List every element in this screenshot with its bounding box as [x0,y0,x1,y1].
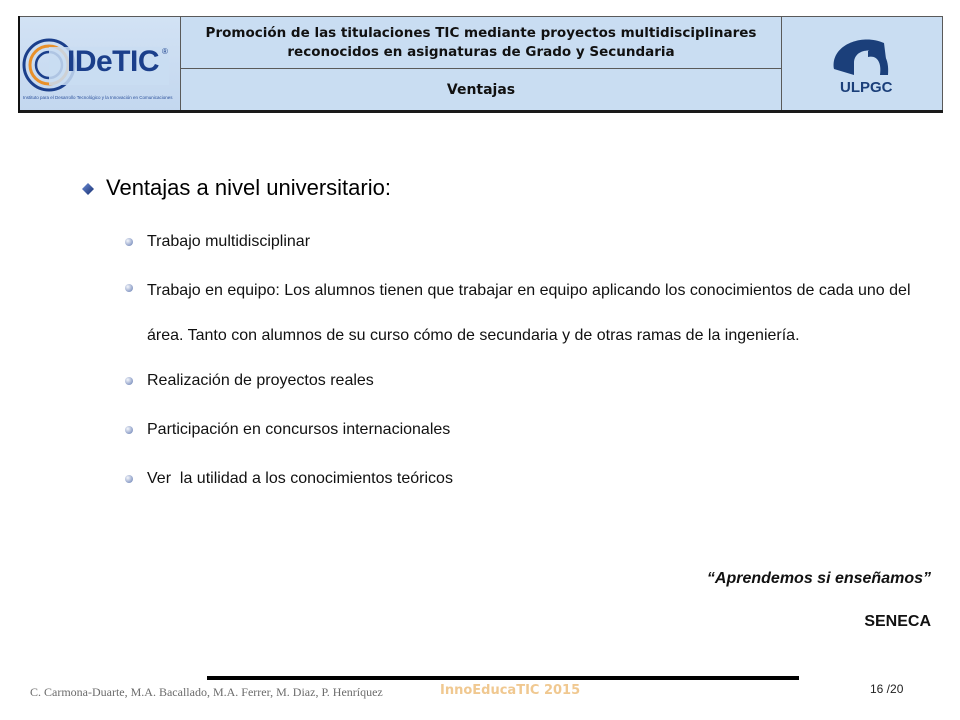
main-heading: Ventajas a nivel universitario: [106,175,391,200]
list-item-text: Participación en concursos internacionales [147,421,451,438]
idetic-logo-caption: Instituto para el Desarrollo Tecnológico y la Innovación en Comunicaciones [23,95,173,100]
list-item-text: Ver la utilidad a los conocimientos teóricos [147,470,453,487]
advantages-list [124,232,944,493]
diamond-bullet-icon [82,183,94,195]
list-item [124,269,944,358]
section-title: Ventajas [446,82,516,98]
idetic-logo-name: IDeTIC [67,45,160,78]
slide-header [18,16,943,112]
list-item [124,420,944,440]
list-item [124,469,944,489]
header-bottom-border [18,110,943,113]
sphere-bullet-icon [124,474,134,484]
idetic-logo [19,17,181,111]
sphere-bullet-icon [124,237,134,247]
footer-divider [207,676,799,680]
ulpgc-emblem-icon [782,17,942,111]
footer-authors: C. Carmona-Duarte, M.A. Bacallado, M.A. Ferrer, M. Diaz, P. Henríquez [30,685,383,699]
sphere-bullet-icon [124,283,134,293]
list-item-text: Trabajo multidisciplinar [147,233,311,250]
ulpgc-logo [781,17,942,111]
quote-text: “Aprendemos si enseñamos” [706,570,931,587]
presentation-title-text: Promoción de las titulaciones TIC mediante proyectos multidisciplinares reconocidos en asignaturas de Grado y Secundaria [205,24,757,60]
presentation-title [181,17,781,69]
list-item-text: Trabajo en equipo: Los alumnos tienen que trabajar en equipo aplicando los conocimientos de cada uno del área. Tanto con alumnos de su curso cómo de secundaria y de otras ramas de la ingeniería. [147,282,911,344]
header-left-border [18,16,20,113]
ulpgc-logo-name: ULPGC [840,79,893,96]
quote-author: SENECA [864,613,931,630]
list-item-text: Realización de proyectos reales [147,372,374,389]
page-number: 16 /20 [870,682,904,696]
sphere-bullet-icon [124,376,134,386]
sphere-bullet-icon [124,425,134,435]
list-item [124,232,944,252]
list-item [124,371,944,391]
idetic-registered-mark: ® [162,47,168,56]
footer-brand: InnoEducaTIC 2015 [440,683,581,698]
